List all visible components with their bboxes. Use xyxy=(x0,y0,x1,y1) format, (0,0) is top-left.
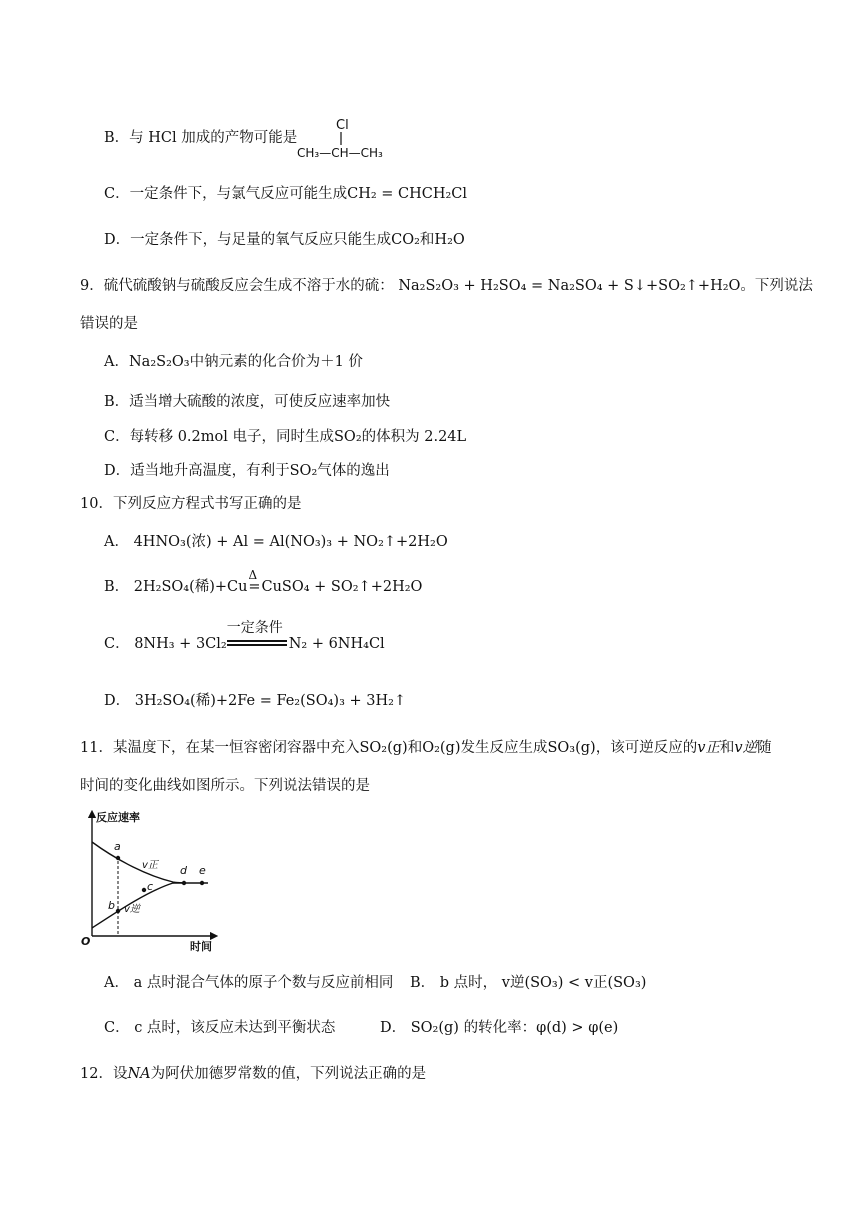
q12-na: NA xyxy=(127,1066,151,1082)
q11-option-d xyxy=(380,1018,618,1038)
point-b xyxy=(116,909,120,913)
q11-v-reverse: v逆 xyxy=(734,740,758,756)
q8-option-c-formula: CH₂ = CHCH₂Cl xyxy=(347,186,468,202)
x-axis-label: 时间 xyxy=(190,940,212,953)
q11-stem-d: ，该可逆反应的 xyxy=(595,740,698,756)
point-c xyxy=(142,888,146,892)
q10-option-d xyxy=(104,691,406,711)
reverse-curve-label: v逆 xyxy=(124,904,140,915)
q11-stem2: 时间的变化曲线如图所示。下列说法错误的是 xyxy=(80,778,370,794)
q11-stem-line1 xyxy=(80,738,772,758)
q9-stem: 9．硫代硫酸钠与硫酸反应会生成不溶于水的硫： xyxy=(80,278,394,294)
q10-c-condition: 一定条件 xyxy=(226,620,283,636)
q11-rate-time-graph xyxy=(78,806,228,956)
q12-stem xyxy=(80,1064,426,1084)
q10-a-text: A． 4HNO₃(浓) + Al = Al(NO₃)₃ + NO₂↑+2H₂O xyxy=(104,534,448,550)
q11-stem-c: 发生反应生成 xyxy=(460,740,548,756)
point-e xyxy=(200,881,204,885)
q9-stem-line1 xyxy=(80,276,813,296)
q10-c-pre: C． 8NH₃ + 3Cl₂ xyxy=(104,636,227,652)
q8-option-d-formula1: CO₂ xyxy=(391,232,420,248)
point-a xyxy=(116,856,120,860)
q9-option-c xyxy=(104,427,466,447)
q10-b-condition: Δ xyxy=(248,568,258,582)
q11-stem-a: 11．某温度下，在某一恒容密闭容器中充入 xyxy=(80,740,360,756)
q10-c-arrow xyxy=(226,620,289,654)
q9-c-pre: C．每转移 0.2mol 电子，同时生成 xyxy=(104,429,334,445)
q8-option-b xyxy=(104,128,297,148)
q11-stem-f3: SO₃(g) xyxy=(547,740,596,756)
q9-d-post: 气体的逸出 xyxy=(317,463,390,479)
q10-c-post: N₂ + 6NH₄Cl xyxy=(288,636,385,652)
q9-option-b xyxy=(104,392,390,412)
q10-d-text: D． 3H₂SO₄(稀)+2Fe = Fe₂(SO₄)₃ + 3H₂↑ xyxy=(104,693,407,709)
q11-d-text: D． SO₂(g) 的转化率：φ(d) > φ(e) xyxy=(380,1020,619,1036)
point-b-label: b xyxy=(108,899,115,912)
q9-option-d xyxy=(104,461,390,481)
q9-c-post: 的体积为 2.24L xyxy=(361,429,467,445)
q11-b-text: B． b 点时， v逆(SO₃) < v正(SO₃) xyxy=(410,975,647,991)
structure-cl: Cl xyxy=(336,118,349,133)
q11-c-text: C． c 点时，该反应未达到平衡状态 xyxy=(104,1020,336,1036)
point-c-label: c xyxy=(147,880,154,893)
q8-option-d xyxy=(104,230,465,250)
q10-b-post: CuSO₄ + SO₂↑+2H₂O xyxy=(261,579,423,595)
q8-option-c-text: C．一定条件下，与氯气反应可能生成 xyxy=(104,186,348,202)
q9-stem2: 错误的是 xyxy=(80,316,138,332)
point-d-label: d xyxy=(180,864,187,877)
q10-b-pre: B． 2H₂SO₄(稀)+Cu xyxy=(104,579,248,595)
q9-option-a xyxy=(104,352,363,372)
origin-label: O xyxy=(81,935,91,948)
q9-stem-line2 xyxy=(80,314,138,334)
q8-option-b-text: B．与 HCl 加成的产物可能是 xyxy=(104,130,298,146)
q11-option-c xyxy=(104,1018,335,1038)
y-axis-label: 反应速率 xyxy=(96,811,140,824)
point-e-label: e xyxy=(199,864,206,877)
q11-option-b xyxy=(410,973,646,993)
point-d xyxy=(182,881,186,885)
q11-stem-f1: SO₂(g) xyxy=(359,740,408,756)
forward-rate-curve xyxy=(92,842,186,883)
forward-curve-label: v正 xyxy=(142,860,158,871)
q10-stem xyxy=(80,494,301,514)
q8-option-d-and: 和 xyxy=(419,232,435,248)
q10-option-a xyxy=(104,532,448,552)
q11-option-a xyxy=(104,973,393,993)
q11-stem-b: 和 xyxy=(407,740,423,756)
q12-stem-post: 为阿伏加德罗常数的值，下列说法正确的是 xyxy=(150,1066,427,1082)
q11-stem-e: 和 xyxy=(719,740,735,756)
q11-a-text: A． a 点时混合气体的原子个数与反应前相同 xyxy=(104,975,394,991)
q10-option-b xyxy=(104,568,423,597)
q8-option-d-formula2: H₂O xyxy=(434,232,465,248)
q9-equation: Na₂S₂O₃ + H₂SO₄ = Na₂SO₄ + S↓+SO₂↑+H₂O xyxy=(398,278,741,294)
q9-a-text: 中钠元素的化合价为＋1 价 xyxy=(189,354,363,370)
q11-v-forward: v正 xyxy=(697,740,720,756)
q12-stem-pre: 12．设 xyxy=(80,1066,128,1082)
point-a-label: a xyxy=(114,840,121,853)
q8-option-c xyxy=(104,184,467,204)
q9-d-formula: SO₂ xyxy=(289,463,318,479)
q9-a-label: A． xyxy=(104,354,129,370)
q10-b-arrow: Δ = xyxy=(247,577,261,597)
q10-stem-text: 10．下列反应方程式书写正确的是 xyxy=(80,496,302,512)
q9-c-formula: SO₂ xyxy=(334,429,362,445)
q9-b-text: B．适当增大硫酸的浓度，可使反应速率加快 xyxy=(104,394,391,410)
q9-stem-end: 。下列说法 xyxy=(740,278,813,294)
q9-a-formula: Na₂S₂O₃ xyxy=(128,354,190,370)
q11-stem-f2: O₂(g) xyxy=(422,740,461,756)
q10-option-c xyxy=(104,620,385,654)
q11-stem-line2 xyxy=(80,776,370,796)
q9-d-pre: D．适当地升高温度，有利于 xyxy=(104,463,290,479)
structure-chain: CH₃—CH—CH₃ xyxy=(297,146,383,160)
q8-structure-formula xyxy=(296,114,406,164)
q8-option-d-text: D．一定条件下，与足量的氧气反应只能生成 xyxy=(104,232,392,248)
q11-stem-f: 随 xyxy=(757,740,772,756)
